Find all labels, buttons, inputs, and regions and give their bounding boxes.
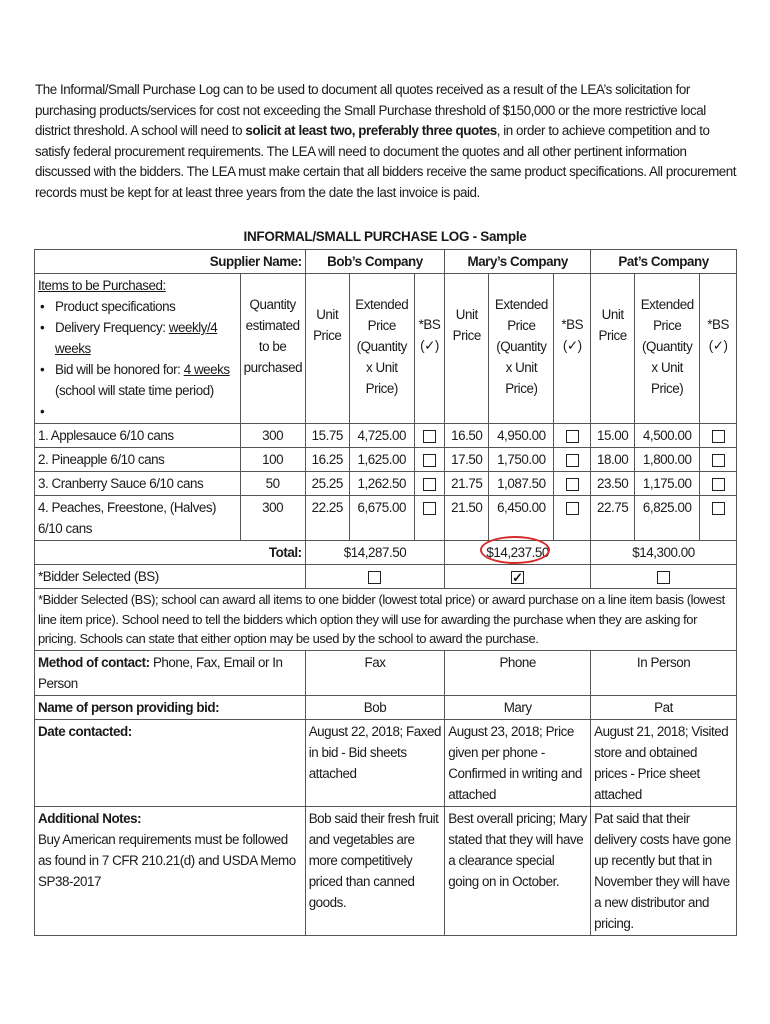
mary-unit-price: 21.50 — [445, 496, 489, 541]
pat-bs-checkbox[interactable] — [700, 424, 737, 448]
mary-bs-checkbox[interactable] — [554, 472, 591, 496]
mary-selected-checkbox[interactable] — [445, 565, 591, 589]
pat-unit-price: 18.00 — [591, 448, 635, 472]
bob-bs-checkbox[interactable] — [414, 472, 444, 496]
items-header — [35, 274, 241, 424]
pat-unit-header: Unit Price — [591, 274, 635, 424]
mary-total: $14,237.50 — [445, 541, 591, 565]
bob-person: Bob — [305, 695, 445, 719]
mary-ext-price: 1,087.50 — [489, 472, 554, 496]
bob-ext-price: 1,625.00 — [349, 448, 414, 472]
item-row — [35, 448, 737, 472]
table-title: INFORMAL/SMALL PURCHASE LOG - Sample — [243, 229, 527, 244]
bob-date: August 22, 2018; Faxed in bid - Bid sheets attached — [305, 719, 445, 806]
bob-ext-price: 1,262.50 — [349, 472, 414, 496]
date-row — [35, 719, 737, 806]
pat-ext-price: 1,175.00 — [635, 472, 700, 496]
mary-ext-price: 6,450.00 — [489, 496, 554, 541]
bob-unit-price: 25.25 — [305, 472, 349, 496]
item-row — [35, 496, 737, 541]
mary-bs-checkbox[interactable] — [554, 496, 591, 541]
mary-ext-price: 1,750.00 — [489, 448, 554, 472]
item-qty: 100 — [240, 448, 305, 472]
total-row — [35, 541, 737, 565]
person-label: Name of person providing bid: — [35, 695, 306, 719]
bob-bs-header: *BS (✓) — [414, 274, 444, 424]
item-name: 1. Applesauce 6/10 cans — [35, 424, 241, 448]
pat-notes: Pat said that their delivery costs have gone up recently but that in November they will have a new distributor and pricing. — [591, 806, 737, 935]
pat-ext-price: 6,825.00 — [635, 496, 700, 541]
bob-unit-header: Unit Price — [305, 274, 349, 424]
pat-bs-header: *BS (✓) — [700, 274, 737, 424]
pat-person: Pat — [591, 695, 737, 719]
item-name: 2. Pineapple 6/10 cans — [35, 448, 241, 472]
intro-paragraph — [35, 80, 740, 204]
pat-total: $14,300.00 — [591, 541, 737, 565]
bob-ext-header: Extended Price (Quantity x Unit Price) — [349, 274, 414, 424]
bidder-selected-label: *Bidder Selected (BS) — [35, 565, 306, 589]
items-title: Items to be Purchased: — [38, 278, 166, 293]
mary-unit-price: 21.75 — [445, 472, 489, 496]
mary-bs-checkbox[interactable] — [554, 424, 591, 448]
mary-unit-header: Unit Price — [445, 274, 489, 424]
frequency-bullet: • Delivery Frequency: weekly/4 weeks — [38, 317, 237, 359]
supplier-label: Supplier Name: — [35, 250, 306, 274]
intro-bold-text: solicit at least two, preferably three quotes — [245, 123, 497, 139]
pat-method: In Person — [591, 650, 737, 695]
intro-text-2: , in order to achieve competition and to satisfy federal procurement requirements. The LEA will need to document the quotes and all other pertinent information discussed with the bidders. The LEA must make certain that all bidders receive the same product specifications. All procurement records must be kept for at least three years from the date the last invoice is paid. — [35, 123, 737, 200]
bob-ext-price: 6,675.00 — [349, 496, 414, 541]
method-label-cell — [35, 650, 306, 695]
mary-method: Phone — [445, 650, 591, 695]
supplier-bob: Bob’s Company — [305, 250, 445, 274]
pat-bs-checkbox[interactable] — [700, 448, 737, 472]
supplier-pat: Pat’s Company — [591, 250, 737, 274]
notes-label: Additional Notes: — [38, 810, 142, 826]
bs-note: *Bidder Selected (BS); school can award all items to one bidder (lowest total price) or award purchase on a line item basis (lowest line item price). School need to tell the bidders which option they will use for awarding the purchase when they are asking for pricing. Schools can state that either option may be used by the school to award the purchase. — [35, 589, 737, 651]
honor-bullet: • Bid will be honored for: 4 weeks (school will state time period) — [38, 359, 237, 401]
item-row — [35, 472, 737, 496]
supplier-mary: Mary’s Company — [445, 250, 591, 274]
total-label: Total: — [35, 541, 306, 565]
empty-bullet — [38, 401, 237, 422]
quantity-header: Quantity estimated to be purchased — [240, 274, 305, 424]
pat-bs-checkbox[interactable] — [700, 472, 737, 496]
pat-ext-price: 4,500.00 — [635, 424, 700, 448]
pat-bs-checkbox[interactable] — [700, 496, 737, 541]
column-header-row — [35, 274, 737, 424]
method-options: Phone, Fax, Email or In Person — [38, 654, 283, 691]
bidder-selected-row — [35, 565, 737, 589]
item-row — [35, 424, 737, 448]
spec-bullet: • Product specifications — [38, 296, 237, 317]
pat-unit-price: 15.00 — [591, 424, 635, 448]
bob-total: $14,287.50 — [305, 541, 445, 565]
mary-unit-price: 17.50 — [445, 448, 489, 472]
bob-bs-checkbox[interactable] — [414, 448, 444, 472]
person-row — [35, 695, 737, 719]
item-name: 3. Cranberry Sauce 6/10 cans — [35, 472, 241, 496]
mary-ext-price: 4,950.00 — [489, 424, 554, 448]
bob-unit-price: 22.25 — [305, 496, 349, 541]
pat-date: August 21, 2018; Visited store and obtained prices - Price sheet attached — [591, 719, 737, 806]
date-label: Date contacted: — [35, 719, 306, 806]
notes-row — [35, 806, 737, 935]
pat-ext-header: Extended Price (Quantity x Unit Price) — [635, 274, 700, 424]
purchase-log-table — [34, 249, 737, 936]
bob-bs-checkbox[interactable] — [414, 424, 444, 448]
mary-notes: Best overall pricing; Mary stated that they will have a clearance special going on in October. — [445, 806, 591, 935]
bob-unit-price: 16.25 — [305, 448, 349, 472]
item-qty: 300 — [240, 424, 305, 448]
highlight-circle — [480, 536, 550, 564]
method-row — [35, 650, 737, 695]
bob-unit-price: 15.75 — [305, 424, 349, 448]
item-name: 4. Peaches, Freestone, (Halves) 6/10 cans — [35, 496, 241, 541]
mary-unit-price: 16.50 — [445, 424, 489, 448]
pat-selected-checkbox[interactable] — [591, 565, 737, 589]
mary-date: August 23, 2018; Price given per phone - Confirmed in writing and attached — [445, 719, 591, 806]
method-label: Method of contact: — [38, 654, 150, 670]
notes-text: Buy American requirements must be followed as found in 7 CFR 210.21(d) and USDA Memo SP38-2017 — [38, 831, 296, 889]
bob-selected-checkbox[interactable] — [305, 565, 445, 589]
mary-person: Mary — [445, 695, 591, 719]
notes-label-cell — [35, 806, 306, 935]
item-qty: 50 — [240, 472, 305, 496]
bob-method: Fax — [305, 650, 445, 695]
item-qty: 300 — [240, 496, 305, 541]
bs-note-row — [35, 589, 737, 651]
mary-ext-header: Extended Price (Quantity x Unit Price) — [489, 274, 554, 424]
pat-unit-price: 23.50 — [591, 472, 635, 496]
bob-notes: Bob said their fresh fruit and vegetables are more competitively priced than canned goods. — [305, 806, 445, 935]
intro-text-1: The Informal/Small Purchase Log can to be used to document all quotes received as a result of the LEA’s solicitation for purchasing products/services for cost not exceeding the Small Purchase threshold of $150,000 or the more restrictive local district threshold. A school will need to — [35, 82, 706, 139]
supplier-row — [35, 250, 737, 274]
pat-unit-price: 22.75 — [591, 496, 635, 541]
bob-bs-checkbox[interactable] — [414, 496, 444, 541]
bob-ext-price: 4,725.00 — [349, 424, 414, 448]
pat-ext-price: 1,800.00 — [635, 448, 700, 472]
mary-bs-checkbox[interactable] — [554, 448, 591, 472]
mary-bs-header: *BS (✓) — [554, 274, 591, 424]
